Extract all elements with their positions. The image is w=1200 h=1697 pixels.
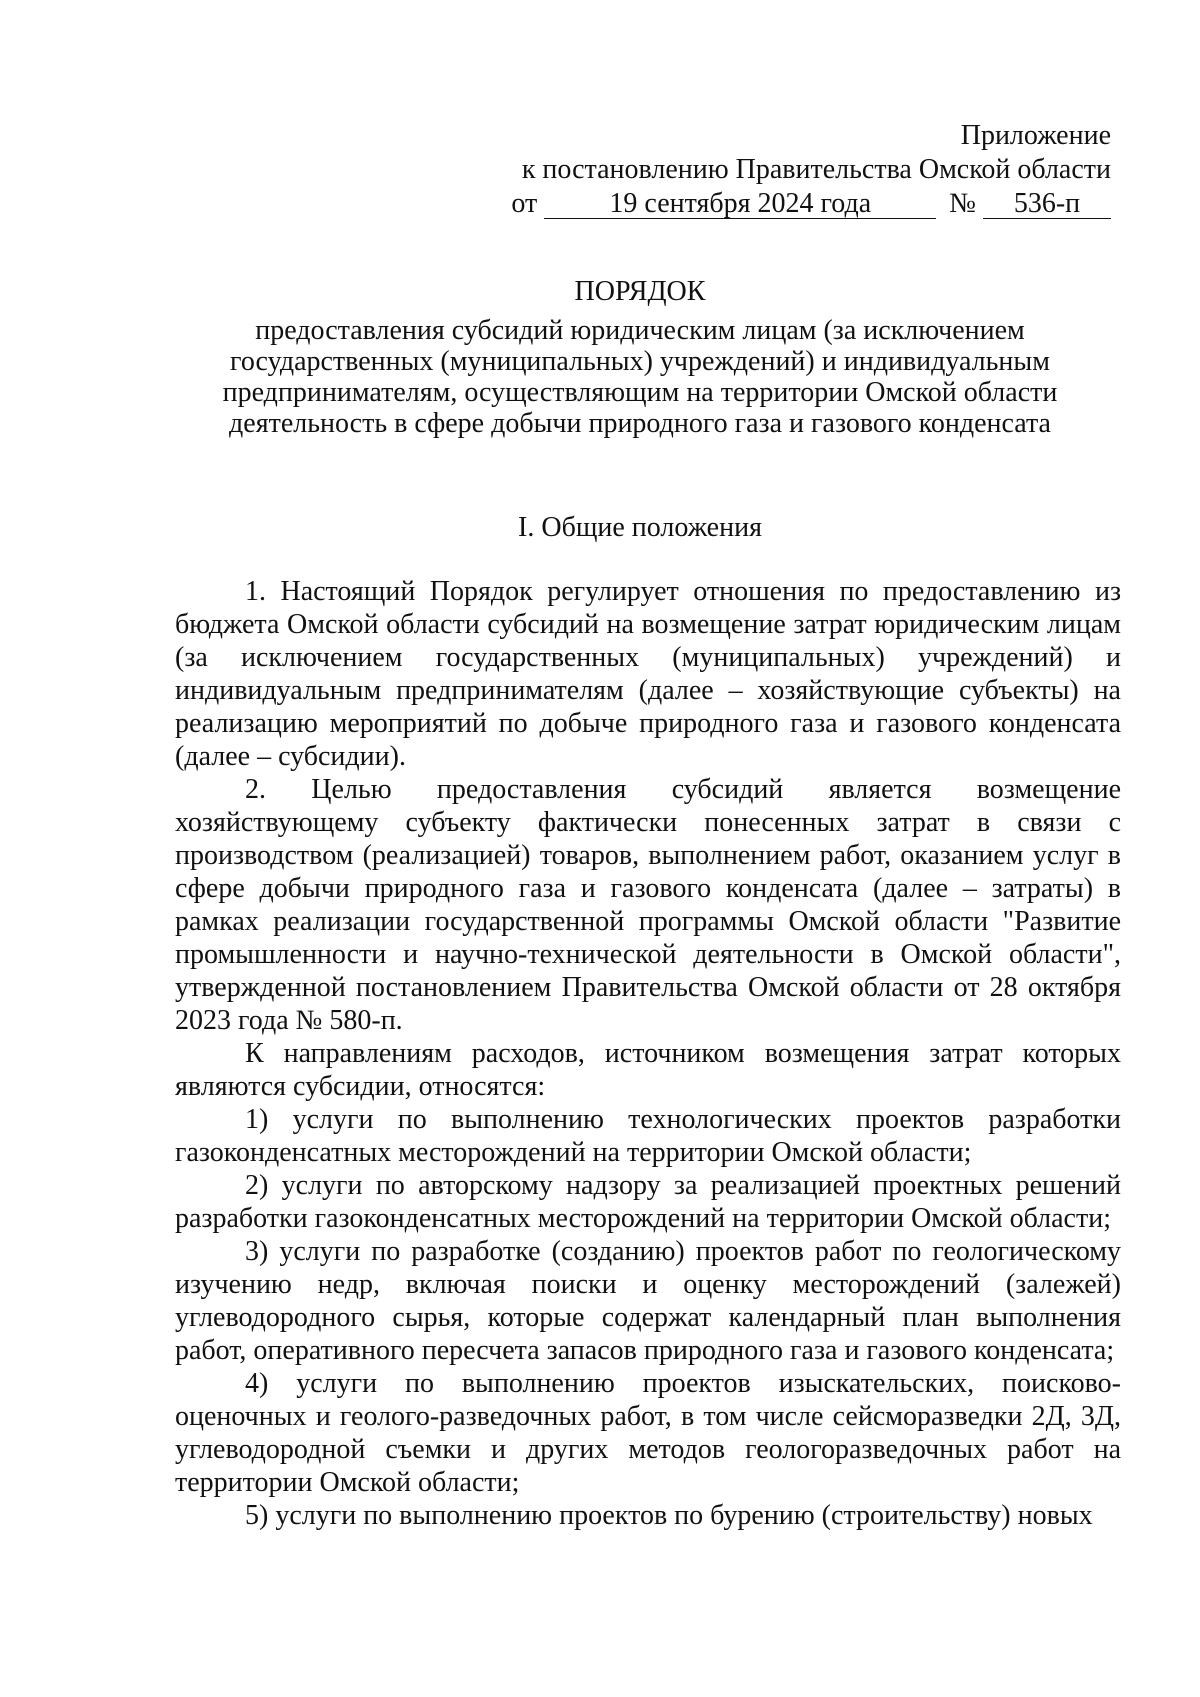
paragraph: 2) услуги по авторскому надзору за реализацией проектных решений разработки газоконденсатных месторождений на территории Омской области; xyxy=(175,1170,1121,1234)
paragraph: 1. Настоящий Порядок регулирует отношения по предоставлению из бюджета Омской области субсидий на возмещение затрат юридическим лицам (за исключением государственных (муниципальных) учреждений) и индивидуальным предпринимателям (далее – хозяйствующие субъекты) на реализацию мероприятий по добыче природного газа и газового конденсата (далее – субсидии). xyxy=(175,576,1121,772)
paragraph: 2. Целью предоставления субсидий является возмещение хозяйствующему субъекту фактически понесенных затрат в связи с производством (реализацией) товаров, выполнением работ, оказанием услуг в сфере добычи природного газа и газового конденсата (далее – затраты) в рамках реализации государственной программы Омской области "Развитие промышленности и научно-технической деятельности в Омской области", утвержденной постановлением Правительства Омской области от 28 октября 2023 года № 580-п. xyxy=(175,774,1121,1036)
section-heading: I. Общие положения xyxy=(518,512,762,543)
document-body xyxy=(175,575,1121,1532)
resolution-date: 19 сентября 2024 года xyxy=(544,190,936,219)
paragraph: 5) услуги по выполнению проектов по бурению (строительству) новых xyxy=(245,1500,1093,1531)
appendix-resolution-line: к постановлению Правительства Омской области xyxy=(521,154,1111,185)
paragraph: К направлениям расходов, источником возмещения затрат которых являются субсидии, относятся: xyxy=(175,1038,1121,1102)
paragraph: 3) услуги по разработке (созданию) проектов работ по геологическому изучению недр, включая поиски и оценку месторождений (залежей) углеводородного сырья, которые содержат календарный план выполнения работ, оперативного пересчета запасов природного газа и газового конденсата; xyxy=(175,1236,1121,1366)
from-label: от xyxy=(511,188,538,219)
number-label: № xyxy=(949,188,976,219)
appendix-date-line xyxy=(511,187,1111,221)
appendix-header xyxy=(511,119,1111,221)
title-line: деятельность в сфере добычи природного газа и газового конденсата xyxy=(229,408,1051,439)
paragraph: 4) услуги по выполнению проектов изыскательских, поисково-оценочных и геолого-разведочных работ, в том числе сейсморазведки 2Д, 3Д, углеводородной съемки и других методов геологоразведочных работ на территории Омской области; xyxy=(175,1368,1121,1498)
title-line: предпринимателям, осуществляющим на территории Омской области xyxy=(222,377,1058,408)
resolution-number: 536-п xyxy=(983,190,1111,219)
title-line: государственных (муниципальных) учреждений) и индивидуальным xyxy=(230,346,1050,377)
appendix-label: Приложение xyxy=(960,120,1111,151)
paragraph: 1) услуги по выполнению технологических проектов разработки газоконденсатных месторождений на территории Омской области; xyxy=(175,1104,1121,1168)
title-heading: ПОРЯДОК xyxy=(574,276,706,307)
title-line: предоставления субсидий юридическим лицам (за исключением xyxy=(255,315,1025,346)
document-title xyxy=(160,276,1120,439)
